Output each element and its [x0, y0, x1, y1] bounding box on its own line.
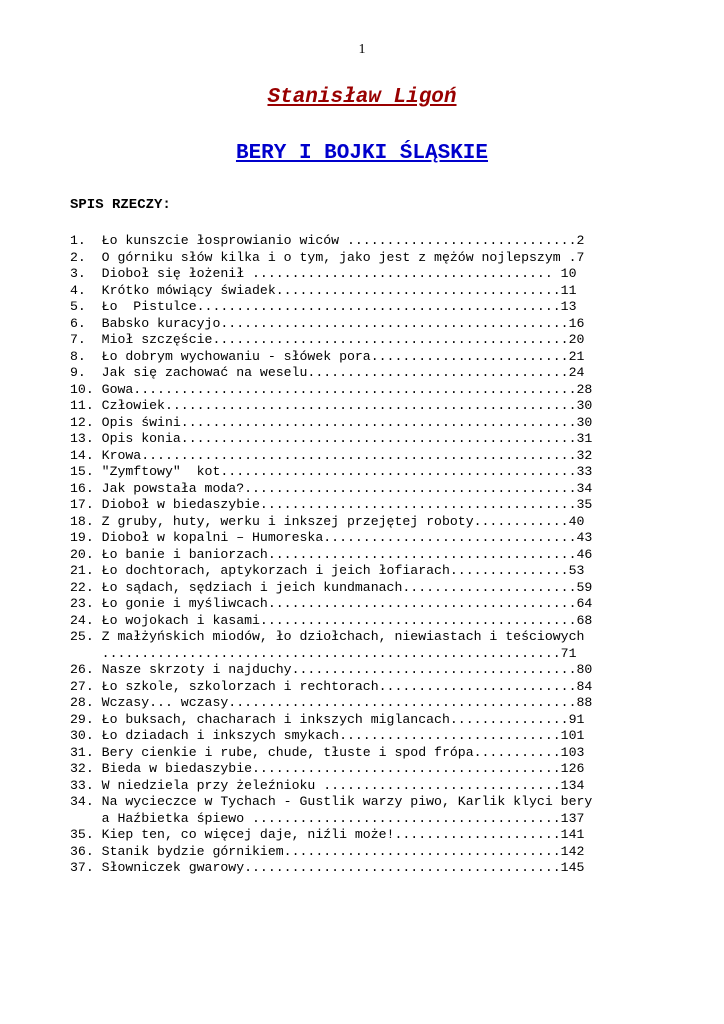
- toc-entry: [70, 464, 650, 481]
- toc-entry: [70, 679, 650, 696]
- toc-entry: [70, 514, 650, 531]
- toc-entry: [70, 761, 650, 778]
- toc-entry-line: 14. Krowa.......................................................32: [70, 447, 593, 463]
- toc-entry: [70, 563, 650, 580]
- toc-entry-line: 3. Dioboł się łożenił ...................................... 10: [70, 266, 577, 281]
- toc-entry-line: 34. Na wycieczce w Tychach - Gustlik warzy piwo, Karlik klyci bery: [70, 794, 593, 809]
- toc-entry-line: 33. W niedziela przy żeleźnioku ..............................134: [70, 777, 585, 793]
- toc-entry-line: a Haźbietka śpiewo .......................................137: [70, 810, 585, 826]
- toc-entry: [70, 728, 650, 745]
- toc-entry: [70, 547, 650, 564]
- toc-entry-line: 9. Jak się zachować na weselu.................................24: [70, 365, 585, 380]
- toc-entry: [70, 827, 650, 844]
- toc-entry-line: 37. Słowniczek gwarowy........................................145: [70, 860, 585, 875]
- toc-entry-line: 24. Ło wojokach i kasami........................................68: [70, 612, 593, 628]
- toc-entry: [70, 613, 650, 630]
- toc-entry-line: 11. Człowiek....................................................30: [70, 398, 593, 413]
- toc-entry-line: ..........................................................71: [70, 645, 577, 661]
- toc-entry: [70, 580, 650, 597]
- toc-entry: [70, 316, 650, 333]
- toc-entry: [70, 481, 650, 498]
- toc-entry: [70, 448, 650, 465]
- toc-entry: [70, 283, 650, 300]
- toc-entry-line: 30. Ło dziadach i inkszych smykach............................101: [70, 728, 585, 743]
- toc-entry: [70, 332, 650, 349]
- toc-entry-line: 4. Krótko mówiący świadek....................................11: [70, 282, 577, 298]
- toc-entry-line: 12. Opis świni..................................................30: [70, 414, 593, 430]
- toc-entry: [70, 398, 650, 415]
- toc-entry-line: 5. Ło Pistulce..............................................13: [70, 299, 577, 314]
- toc-entry: [70, 266, 650, 283]
- toc-entry-line: 15. "Zymftowy" kot.............................................33: [70, 464, 593, 479]
- toc-entry: [70, 745, 650, 762]
- toc-entry-line: 8. Ło dobrym wychowaniu - słówek pora.........................21: [70, 348, 585, 364]
- toc-entry: [70, 844, 650, 861]
- toc-entry-line: 17. Dioboł w biedaszybie........................................35: [70, 497, 593, 512]
- toc-entry: [70, 596, 650, 613]
- toc-entry: [70, 250, 650, 267]
- toc-entry-line: 1. Ło kunszcie łosprowianio wiców .............................2: [70, 233, 585, 248]
- toc-entry-line: 28. Wczasy... wczasy............................................88: [70, 695, 593, 710]
- author-name: Stanisław Ligoń: [267, 86, 457, 109]
- page-number: 1: [358, 42, 366, 57]
- toc-entry-line: 26. Nasze skrzoty i najduchy....................................80: [70, 662, 593, 677]
- toc-entry-line: 21. Ło dochtorach, aptykorzach i jeich łofiarach...............53: [70, 563, 585, 578]
- toc-entry-line: 18. Z gruby, huty, werku i inkszej przejętej roboty............40: [70, 513, 585, 529]
- toc-entry: [70, 712, 650, 729]
- toc-entry: [70, 233, 650, 250]
- toc-heading: SPIS RZECZY:: [70, 197, 171, 213]
- book-title: BERY I BOJKI ŚLĄSKIE: [235, 142, 489, 165]
- toc-entry: [70, 382, 650, 399]
- toc-entry: [70, 349, 650, 366]
- toc-entry-line: 31. Bery cienkie i rube, chude, tłuste i spod frópa...........103: [70, 744, 585, 760]
- toc-entry-line: 7. Mioł szczęście.............................................20: [70, 332, 585, 347]
- toc-entry-line: 10. Gowa........................................................28: [70, 381, 593, 397]
- toc-entry: [70, 860, 650, 877]
- table-of-contents: [70, 233, 650, 877]
- toc-entry-line: 6. Babsko kuracyjo............................................16: [70, 315, 585, 331]
- toc-entry-line: 20. Ło banie i baniorzach.......................................46: [70, 546, 593, 562]
- toc-entry: [70, 415, 650, 432]
- toc-entry-line: 25. Z małżyńskich miodów, ło dziołchach, niewiastach i teściowych: [70, 629, 585, 644]
- toc-entry: [70, 662, 650, 679]
- toc-entry: [70, 778, 650, 795]
- toc-entry-line: 35. Kiep ten, co więcej daje, niźli może!.....................141: [70, 827, 585, 842]
- toc-entry-line: 29. Ło buksach, chacharach i inkszych miglancach...............91: [70, 711, 585, 727]
- toc-entry-line: 16. Jak powstała moda?..........................................34: [70, 480, 593, 496]
- toc-entry: [70, 695, 650, 712]
- toc-entry-line: 22. Ło sądach, sędziach i jeich kundmanach......................59: [70, 579, 593, 595]
- toc-entry: [70, 629, 650, 662]
- toc-entry-line: 27. Ło szkole, szkolorzach i rechtorach.........................84: [70, 678, 593, 694]
- toc-entry: [70, 365, 650, 382]
- toc-entry: [70, 431, 650, 448]
- toc-entry-line: 13. Opis konia..................................................31: [70, 431, 593, 446]
- toc-entry-line: 32. Bieda w biedaszybie.......................................126: [70, 761, 585, 776]
- toc-entry-line: 36. Stanik bydzie górnikiem...................................142: [70, 843, 585, 859]
- toc-entry: [70, 497, 650, 514]
- toc-entry-line: 2. O górniku słów kilka i o tym, jako jest z mężów nojlepszym .7: [70, 249, 585, 265]
- toc-entry-line: 19. Dioboł w kopalni – Humoreska................................43: [70, 530, 593, 545]
- toc-entry: [70, 299, 650, 316]
- toc-entry: [70, 530, 650, 547]
- toc-entry: [70, 794, 650, 827]
- toc-entry-line: 23. Ło gonie i myśliwcach.......................................64: [70, 596, 593, 611]
